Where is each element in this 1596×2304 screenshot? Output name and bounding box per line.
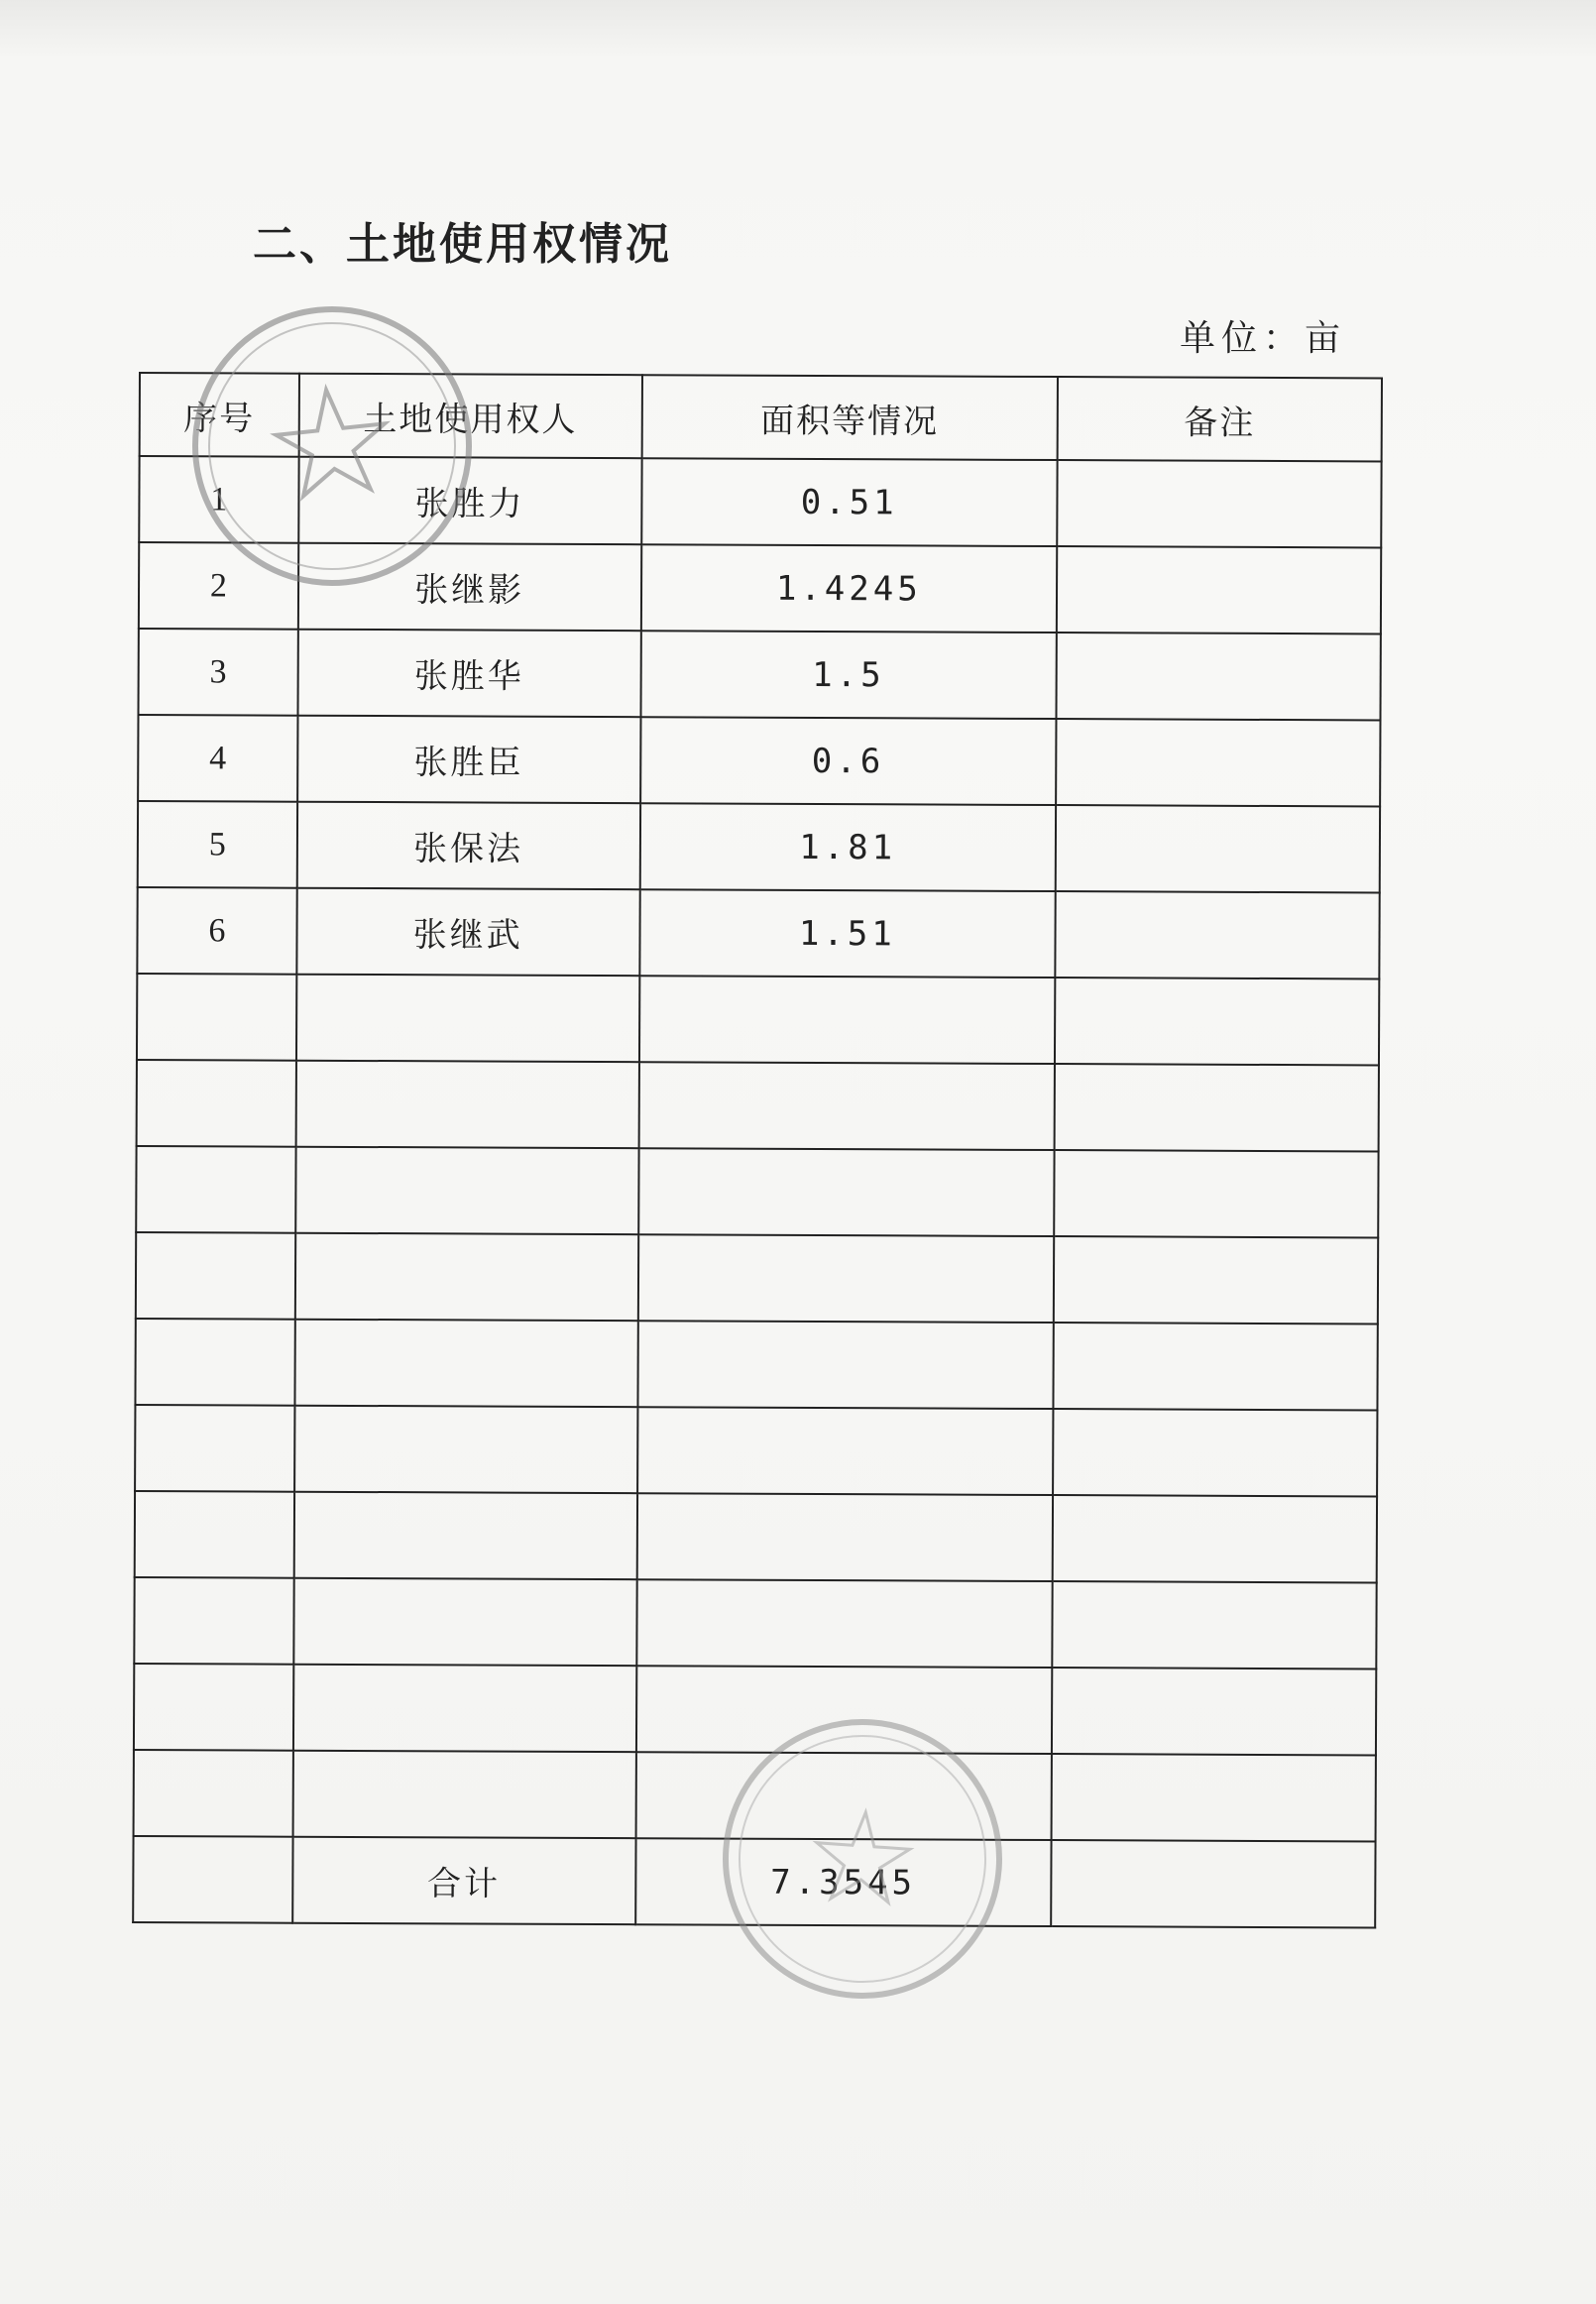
row-note-cell [1057,460,1381,547]
table-row-empty [134,1750,1376,1841]
section-heading: 二、土地使用权情况 [253,219,672,270]
table-row-empty [135,1319,1377,1410]
empty-cell [1051,1754,1375,1841]
header-seq: 序号 [140,373,299,457]
empty-cell [295,1233,638,1322]
row-note-cell [1056,719,1380,806]
empty-cell [134,1577,293,1665]
empty-cell [636,1579,1053,1668]
row-area-cell: 1.51 [639,889,1056,978]
empty-cell [137,1060,296,1147]
empty-cell [1052,1581,1376,1669]
empty-cell [135,1319,294,1406]
empty-cell [636,1493,1053,1581]
row-holder-cell: 张保法 [296,802,639,890]
empty-cell [1053,1495,1377,1582]
header-holder: 土地使用权人 [298,374,641,459]
empty-cell [1053,1323,1377,1410]
empty-cell [637,1407,1054,1495]
row-holder-cell: 张继影 [298,543,641,632]
row-note-cell [1057,546,1381,634]
empty-cell [293,1665,636,1753]
total-seq-cell [133,1836,292,1923]
empty-cell [637,1321,1054,1409]
empty-cell [638,1062,1055,1150]
table-row-empty [136,1146,1378,1237]
empty-cell [1054,1236,1378,1324]
table-row-empty [134,1664,1376,1755]
row-seq-cell: 5 [138,801,297,888]
table-row [138,629,1380,720]
empty-cell [136,1146,295,1233]
row-area-cell: 0.51 [641,458,1058,546]
row-area-cell: 1.5 [640,631,1057,719]
empty-cell [294,1320,637,1408]
table-row-empty [136,1232,1378,1324]
total-area-cell: 7.3545 [635,1838,1052,1926]
empty-cell [636,1666,1053,1754]
table-row [137,887,1379,979]
row-seq-cell: 3 [138,629,297,716]
header-area: 面积等情况 [641,375,1058,460]
empty-cell [295,1061,638,1149]
row-note-cell [1055,891,1379,979]
row-holder-cell: 张胜力 [298,457,641,545]
empty-cell [134,1664,293,1751]
row-area-cell: 1.81 [639,803,1056,891]
empty-cell [295,1147,638,1235]
table-row-empty [137,1060,1379,1151]
row-note-cell [1056,633,1380,720]
empty-cell [135,1405,294,1492]
unit-label: 单位：亩 [1180,318,1347,359]
total-label-cell: 合计 [292,1837,635,1925]
empty-cell [136,1232,295,1320]
empty-cell [637,1234,1054,1323]
total-note-cell [1051,1840,1375,1927]
table-header-row [140,373,1382,461]
table-row-empty [137,974,1379,1065]
row-seq-cell: 6 [137,887,296,975]
table-row-empty [135,1491,1377,1582]
table-row [138,715,1380,806]
empty-cell [293,1578,636,1667]
row-area-cell: 0.6 [640,717,1057,805]
row-holder-cell: 张胜华 [297,630,640,718]
table-body [133,456,1381,1927]
empty-cell [293,1492,636,1580]
empty-cell [635,1752,1052,1840]
empty-cell [294,1406,637,1494]
empty-cell [296,975,639,1063]
table-row-empty [134,1577,1376,1669]
empty-cell [135,1491,294,1578]
empty-cell [134,1750,293,1837]
row-holder-cell: 张胜臣 [297,716,640,804]
empty-cell [1054,1150,1378,1237]
empty-cell [1053,1409,1377,1496]
land-use-rights-table [132,372,1383,1928]
row-area-cell: 1.4245 [641,544,1058,633]
empty-cell [292,1751,635,1839]
table-row [138,801,1380,892]
row-seq-cell: 4 [138,715,297,802]
total-row [133,1836,1375,1927]
row-holder-cell: 张继武 [296,888,639,977]
empty-cell [1055,978,1379,1065]
header-note: 备注 [1058,377,1382,461]
empty-cell [1052,1668,1376,1755]
empty-cell [639,976,1056,1064]
table-row-empty [135,1405,1377,1496]
row-seq-cell: 2 [139,542,298,630]
table-row [139,456,1381,547]
row-seq-cell: 1 [139,456,298,543]
table-row [139,542,1381,634]
empty-cell [1054,1064,1378,1151]
empty-cell [137,974,296,1061]
row-note-cell [1056,805,1380,892]
empty-cell [638,1148,1055,1236]
